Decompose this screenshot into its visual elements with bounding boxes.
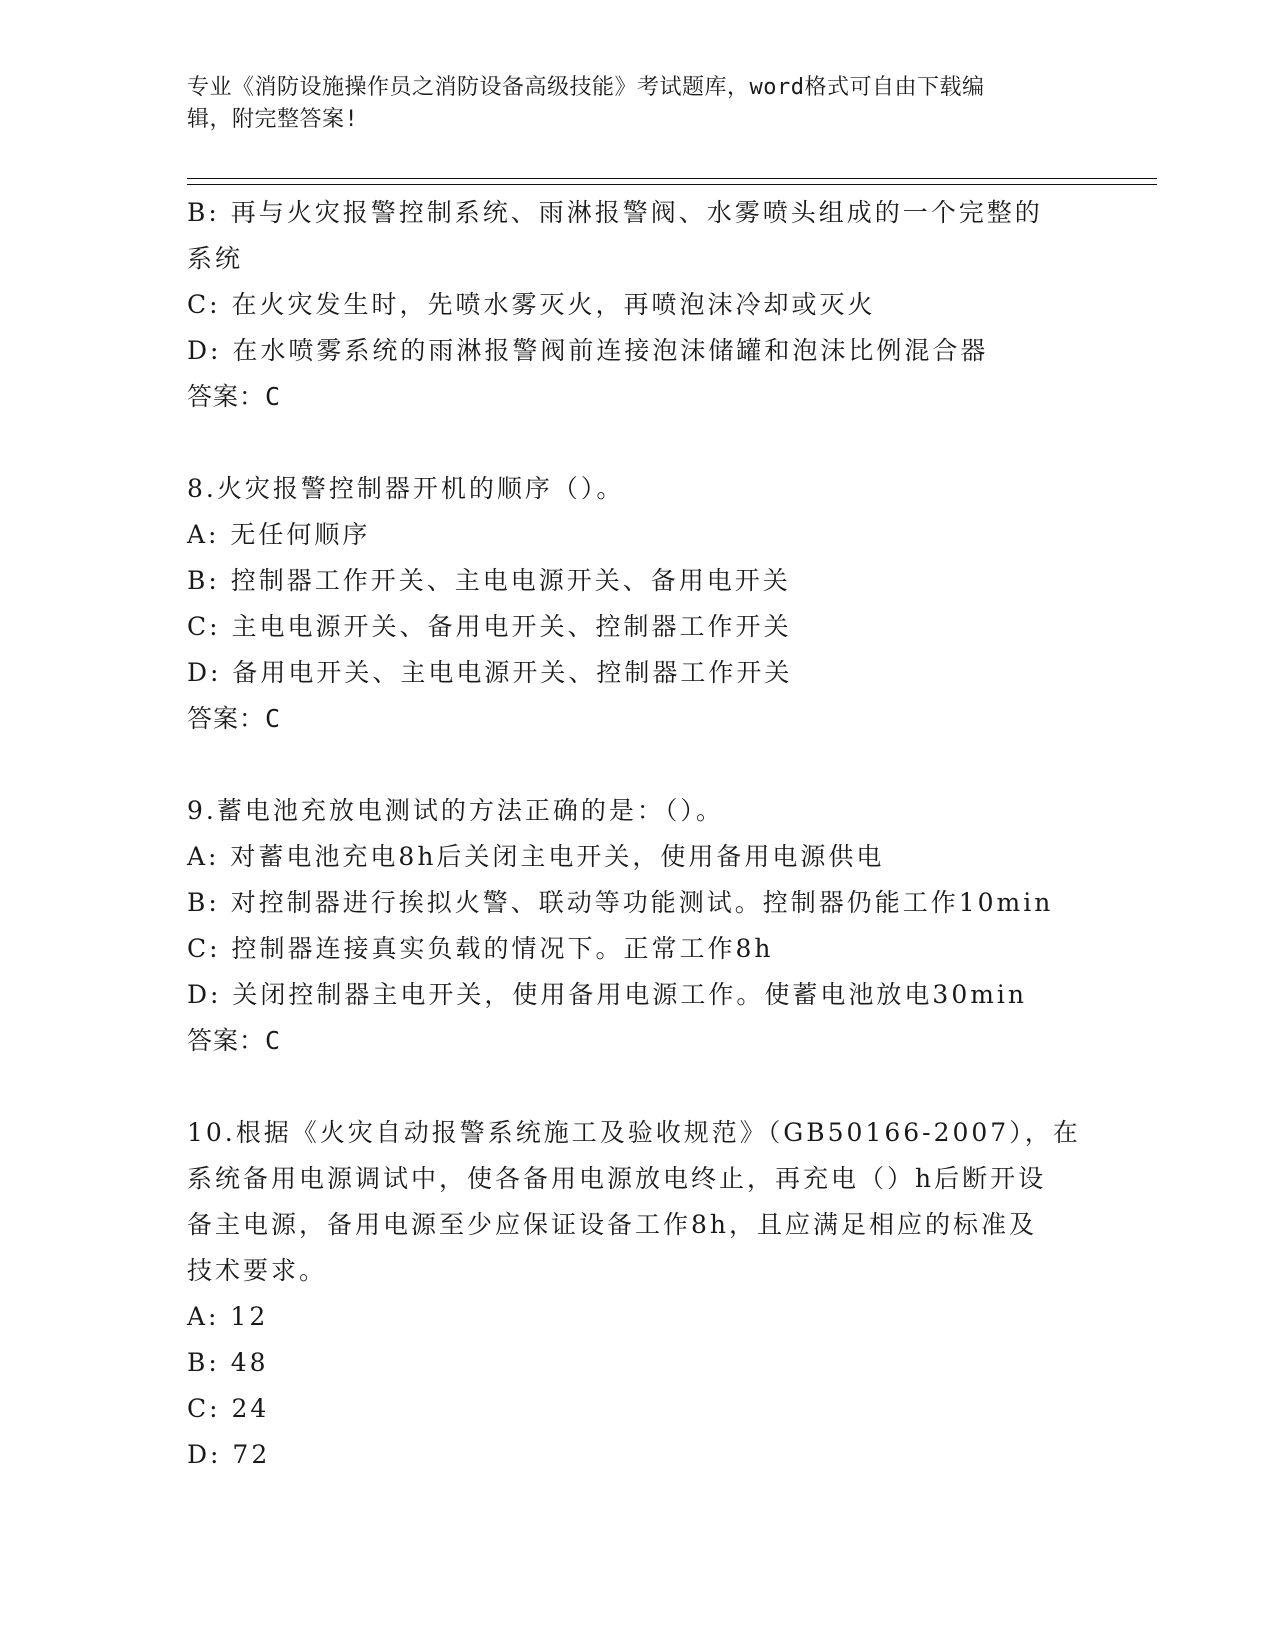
header-line-2: 辑，附完整答案! [187,107,359,132]
header-line-1: 专业《消防设施操作员之消防设备高级技能》考试题库，word格式可自由下载编 [187,75,985,100]
question-10-text-line-4: 技术要求。 [187,1256,328,1285]
question-9-answer: 答案：C [187,1026,282,1055]
prev-option-d: D: 在水喷雾系统的雨淋报警阀前连接泡沫储罐和泡沫比例混合器 [187,336,989,365]
question-content [187,190,1087,1478]
header-divider-top [187,178,1157,179]
question-10-option-a: A: 12 [187,1302,269,1331]
question-8-text: 8.火灾报警控制器开机的顺序（）。 [187,474,625,503]
question-9-option-d: D: 关闭控制器主电开关，使用备用电源工作。使蓄电池放电30min [187,980,1028,1009]
question-9-option-a: A: 对蓄电池充电8h后关闭主电开关，使用备用电源供电 [187,842,885,871]
question-10-text-line-2: 系统备用电源调试中，使各备用电源放电终止，再充电（）h后断开设 [187,1164,1047,1193]
question-9-option-c: C: 控制器连接真实负载的情况下。正常工作8h [187,934,774,963]
question-9-text: 9.蓄电池充放电测试的方法正确的是：（）。 [187,796,724,825]
question-9-option-b: B: 对控制器进行挨拟火警、联动等功能测试。控制器仍能工作10min [187,888,1054,917]
prev-option-c: C: 在火灾发生时，先喷水雾灭火，再喷泡沫冷却或灭火 [187,290,876,319]
question-8-option-b: B: 控制器工作开关、主电电源开关、备用电开关 [187,566,791,595]
question-8-option-c: C: 主电电源开关、备用电开关、控制器工作开关 [187,612,792,641]
spacer [187,742,1087,788]
question-8-answer: 答案：C [187,704,282,733]
prev-option-b-line-2: 系统 [187,244,244,273]
question-10-text-line-3: 备主电源，备用电源至少应保证设备工作8h，且应满足相应的标准及 [187,1210,1038,1239]
question-10-text-line-1: 10.根据《火灾自动报警系统施工及验收规范》（GB50166-2007），在 [187,1118,1081,1147]
question-10-option-c: C: 24 [187,1394,270,1423]
spacer [187,1064,1087,1110]
document-header [187,72,1087,136]
header-divider-bottom [187,184,1157,185]
question-10-option-d: D: 72 [187,1440,271,1469]
prev-answer: 答案：C [187,382,282,411]
question-9-block [187,788,1087,1064]
question-8-option-d: D: 备用电开关、主电电源开关、控制器工作开关 [187,658,793,687]
prev-question-block [187,190,1087,420]
prev-option-b-line-1: B: 再与火灾报警控制系统、雨淋报警阀、水雾喷头组成的一个完整的 [187,198,1043,227]
question-8-option-a: A: 无任何顺序 [187,520,371,549]
question-10-block [187,1110,1087,1478]
spacer [187,420,1087,466]
question-10-option-b: B: 48 [187,1348,269,1377]
question-8-block [187,466,1087,742]
